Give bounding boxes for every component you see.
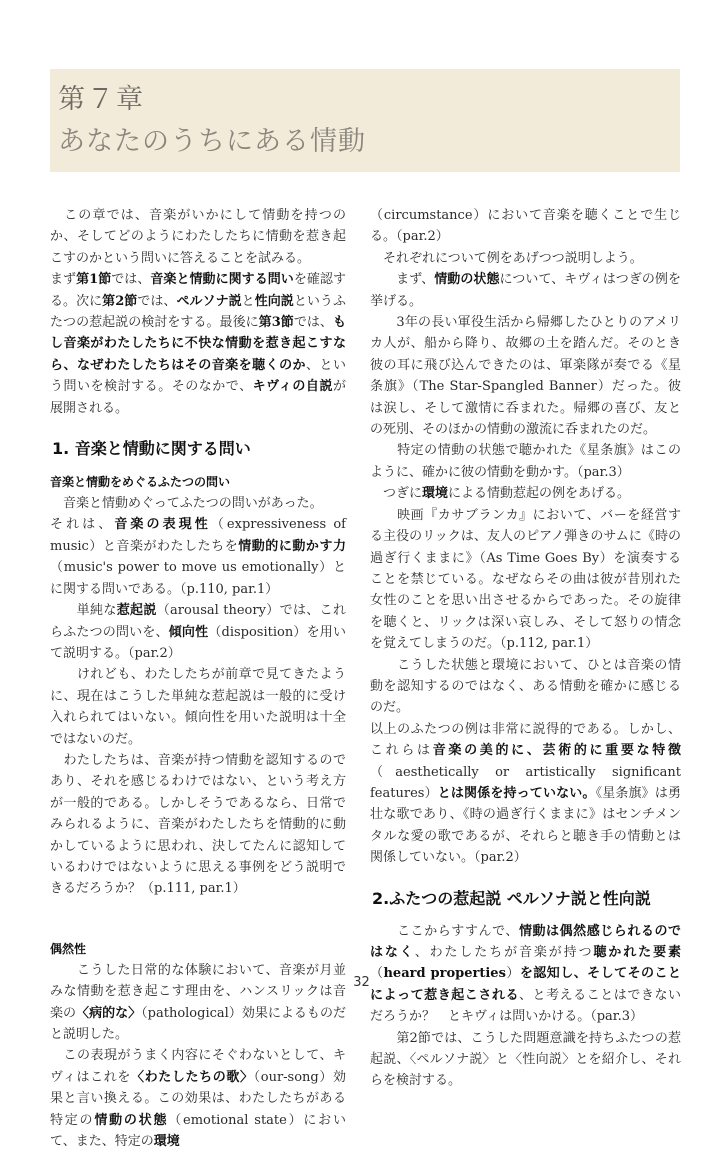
- text-run: 3年の長い軍役生活から帰郷したひとりのアメリカ人が、船から降り、故郷の土を踏んだ。そのとき彼の耳に飛び込んできたのは、軍楽隊が奏でる《星条旗》（The Star-Spangled Banner）だった。彼は涙し、そして激情に呑まれた。帰郷の喜び、友との死別、そのほかの情動の激流に呑まれたのだ。: [370, 315, 681, 438]
- text-run: ここからすすんで、: [370, 923, 519, 939]
- bold-text: 第2節: [102, 293, 138, 309]
- text-run: 映画『カサブランカ』において、バーを経営する主役のリックは、友人のピアノ弾きのサムに《時の過ぎ行くままに》（As Time Goes By）を演奏することを禁じている。なぜならその曲は彼が昔別れた女性のことを思い出させるからであった。その旋律を聴くと、リックは深い哀しみ、そして怒りの情念を覚えてしまうのだ。（p.112, par.1）: [370, 507, 681, 652]
- text-run: （arousal theory）では、これらふたつの問いを、: [50, 603, 346, 640]
- paragraph: [370, 440, 681, 483]
- paragraph: [50, 514, 346, 600]
- bold-text: 音楽の美的に、芸術的に重要な特徴: [432, 743, 681, 759]
- bold-text: 第3節: [258, 315, 294, 331]
- text-run: について、キヴィはつぎの例を挙げる。: [370, 272, 681, 309]
- bold-text: 情動の状態: [434, 272, 500, 288]
- text-run: まず、: [370, 272, 435, 288]
- chapter-header: [50, 69, 680, 172]
- bold-text: 傾向性: [168, 624, 209, 640]
- paragraph: [370, 312, 681, 440]
- text-run: この表現がうまく内容にそぐわないとして、キヴィはこれを: [50, 1048, 346, 1085]
- bold-text: 〈病的な〉: [76, 1005, 142, 1021]
- bold-text: ペルソナ説: [176, 293, 242, 309]
- text-run: こうした状態と環境において、ひとは音楽の情動を認知するのではなく、ある情動を確かに感じるのだ。: [370, 657, 681, 716]
- text-run: 1. 音楽と情動に関する問い: [52, 439, 251, 459]
- paragraph: [50, 269, 346, 419]
- text-run: （music's power to move us emotionally）とに関する問いである。（p.110, par.1）: [50, 560, 346, 597]
- text-run: （emotional state）において、また、特定の: [50, 1112, 346, 1150]
- bold-text: を認知し、そしてそのことによって惹き起こされる: [370, 966, 681, 1003]
- paragraph: [370, 248, 681, 269]
- paragraph: [50, 600, 346, 664]
- bold-text: 音楽と情動に関する問い: [150, 272, 294, 288]
- text-run: （expressiveness of music）と音楽がわたしたちを: [50, 517, 346, 554]
- text-run: が展開される。: [50, 379, 346, 416]
- paragraph: [370, 1028, 681, 1092]
- bold-text: 第1節: [76, 272, 112, 288]
- bold-text: 〈わたしたちの歌〉: [130, 1069, 254, 1085]
- text-run: というふたつの惹起説の検討をする。最後に: [50, 293, 346, 331]
- text-run: 、わたしたちが音楽が持つ: [414, 945, 594, 960]
- bold-text: 音楽の表現性: [114, 517, 211, 533]
- text-run: ）: [505, 966, 520, 982]
- text-run: 以上のふたつの例は非常に説得的である。しかし、これらは: [370, 721, 681, 759]
- page-number: 32: [353, 975, 370, 990]
- paragraph: [370, 269, 681, 312]
- paragraph: [50, 493, 346, 514]
- text-run: 単純な: [50, 603, 117, 619]
- text-run: わたしたちは、音楽が持つ情動を認知するのであり、それを感じるわけではない、という考え方が一般的である。しかしそうであるなら、日常でみられるように、音楽がわたしたちを情動的に動かしているように思われ、決してたんに認知しているわけではないように思える事例をどう説明できるだろうか？（p.111, par.1）: [50, 752, 346, 897]
- paragraph: [370, 483, 681, 504]
- text-run: けれども、わたしたちが前章で見てきたように、現在はこうした単純な惹起説は一般的に受け入れられてはいない。傾向性を用いた説明は十全ではないのだ。: [50, 667, 346, 747]
- text-run: 音楽と情動をめぐるふたつの問い: [50, 475, 231, 490]
- bold-text: heard properties: [383, 966, 506, 982]
- subsection-heading: [50, 938, 346, 960]
- text-run: による情動惹起の例をあげる。: [448, 486, 631, 502]
- paragraph: [50, 205, 346, 269]
- paragraph: [50, 664, 346, 750]
- text-run: こうした日常的な体験において、音楽が月並みな情動を惹き起こす理由を、ハンスリックは音楽の: [50, 962, 346, 1021]
- bold-text: 環境: [422, 486, 449, 502]
- chapter-title: あなたのうちにある情動: [58, 126, 366, 157]
- text-run: 音楽と情動めぐってふたつの問いがあった。: [50, 496, 323, 512]
- subsection-heading: [50, 471, 346, 493]
- text-run: 2.ふたつの惹起説 ペルソナ説と性向説: [372, 888, 651, 908]
- paragraph: [370, 505, 681, 655]
- text-run: （: [370, 966, 384, 982]
- text-run: 《星条旗》は勇壮な歌であり、《時の過ぎ行くままに》はセンチメンタルな愛の歌であるが、それらと聴き手の情動とは関係していない。（par.2）: [370, 785, 681, 866]
- paragraph: [370, 719, 681, 869]
- text-run: 、という問いを検討する。そのなかで、: [50, 357, 346, 395]
- text-run: （aesthetically or artistically significant features）: [370, 764, 681, 801]
- section-heading: [372, 887, 681, 911]
- bold-text: キヴィの自説: [252, 379, 333, 395]
- paragraph: [370, 205, 681, 248]
- bold-text: もし音楽がわたしたちに不快な情動を惹き起こすなら、なぜわたしたちはその音楽を聴くのか: [50, 315, 346, 373]
- chapter-number: 第７章: [58, 84, 145, 115]
- text-run: つぎに: [370, 486, 423, 502]
- text-run: 特定の情動の状態で聴かれた《星条旗》はこのように、確かに彼の情動を動かす。（par.3）: [370, 443, 681, 480]
- text-run: 第2節では、こうした問題意識を持ちふたつの惹起説、〈ペルソナ説〉と〈性向説〉とを紹介し、それらを検討する。: [370, 1030, 681, 1089]
- text-run: （disposition）を用いて説明する。（par.2）: [50, 624, 346, 661]
- text-run: では、: [137, 293, 177, 309]
- bold-text: 環境: [153, 1134, 180, 1150]
- bold-text: 惹起説: [116, 603, 157, 619]
- text-run: では、: [293, 315, 333, 331]
- paragraph: [50, 960, 346, 1046]
- text-run: 偶然性: [50, 941, 87, 956]
- text-run: を確認する。次に: [50, 272, 346, 309]
- text-run: では、: [111, 272, 151, 288]
- bold-text: 情動は偶然感じられるのではなく: [370, 923, 681, 960]
- text-run: それぞれについて例をあげつつ説明しよう。: [370, 250, 643, 266]
- text-run: それは、: [50, 517, 115, 533]
- text-run: と: [241, 293, 255, 309]
- text-run: まず: [50, 272, 77, 288]
- text-run: 、と考えることはできないだろうか？ とキヴィは問いかける。（par.3）: [370, 987, 681, 1025]
- bold-text: 聴かれた要素: [593, 945, 681, 960]
- bold-text: 情動の状態: [94, 1112, 169, 1128]
- spacer: [50, 900, 346, 938]
- left-column: [50, 205, 346, 1152]
- right-column: [370, 205, 681, 1092]
- text-run: この章では、音楽がいかにして情動を持つのか、そしてどのようにわたしたちに情動を惹き起こすのかという問いに答えることを試みる。: [50, 208, 346, 266]
- bold-text: 情動的に動かす力: [238, 538, 346, 554]
- paragraph: [50, 1045, 346, 1152]
- bold-text: 性向説: [254, 293, 294, 309]
- text-run: （our-song）効果と言い換える。この効果は、わたしたちがある特定の: [50, 1069, 346, 1128]
- section-heading: [52, 437, 346, 461]
- paragraph: [50, 750, 346, 900]
- text-run: （circumstance）において音楽を聴くことで生じる。（par.2）: [370, 208, 681, 245]
- paragraph: [370, 655, 681, 719]
- text-run: （pathological）効果によるものだと説明した。: [50, 1005, 346, 1042]
- bold-text: とは関係を持っていない。: [437, 785, 596, 801]
